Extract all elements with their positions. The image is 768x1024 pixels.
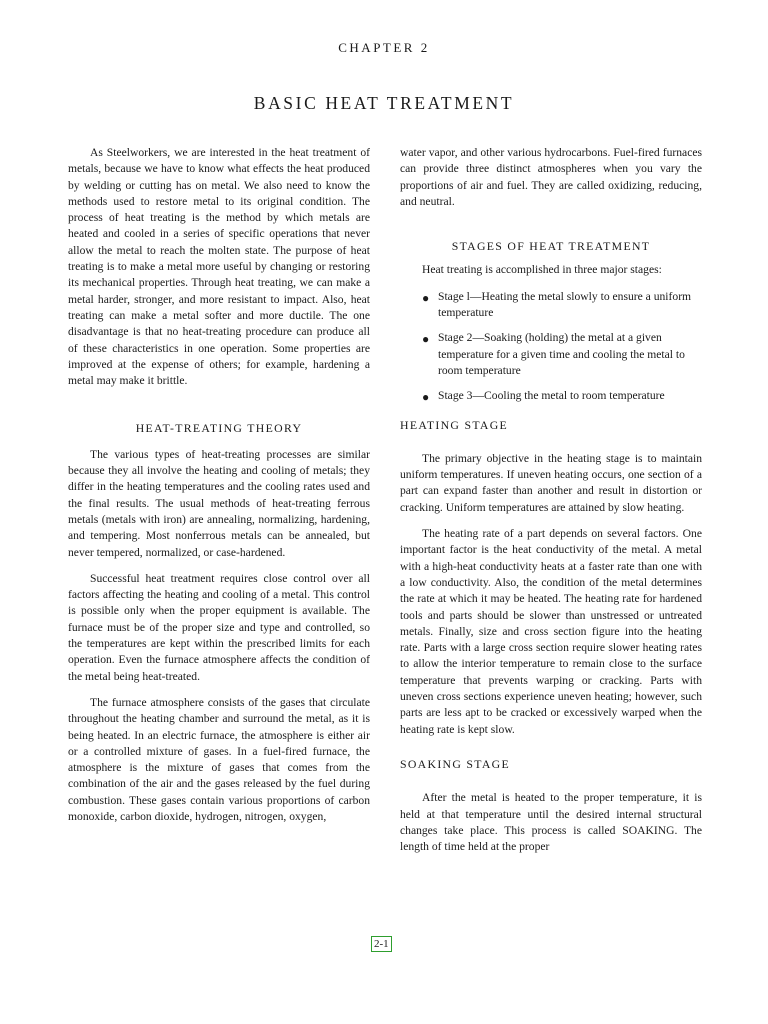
heating-stage-heading: HEATING STAGE bbox=[400, 417, 509, 432]
stages-intro: Heat treating is accomplished in three major stages: bbox=[422, 263, 662, 277]
list-item bbox=[422, 330, 702, 379]
bullet-icon: ● bbox=[422, 332, 430, 347]
heat-treating-theory-heading: HEAT-TREATING THEORY bbox=[135, 421, 303, 436]
heating-paragraph-2: The heating rate of a part depends on several factors. One important factor is the heat conductivity of the metal. A metal with a high-heat conductivity heats at a faster rate than one with a low conductivity. Also, the condition of the metal determines the rate at which it may be heated. The heating rate for hardened tools and parts should be slower than unstressed or untreated metals. Finally, size and cross section figure into the heating rate. Parts with a large cross section require slower heating rates to allow the interior temperature to remain close to the surface temperature that prevents warping or cracking. Parts with uneven cross sections experience uneven heating; however, such parts are less apt to be cracked or excessively warped when the heating rate is kept slow. bbox=[400, 527, 702, 736]
chapter-label: CHAPTER 2 bbox=[338, 40, 430, 55]
soaking-stage-heading: SOAKING STAGE bbox=[400, 756, 511, 771]
heating-paragraph-1: The primary objective in the heating stage is to maintain uniform temperatures. If uneven heating occurs, one section of a part can expand faster than another and result in distortion or cracking. Uniform temperatures are attained by slow heating. bbox=[400, 451, 702, 514]
continuation-paragraph: water vapor, and other various hydrocarbons. Fuel-fired furnaces can provide three distinct atmospheres when you vary the proportions of air and fuel. They are called oxidizing, reducing, and neutral. bbox=[400, 146, 702, 208]
theory-paragraph-3: The furnace atmosphere consists of the gases that circulate throughout the heating chamber and surround the metal, as it is being heated. In an electric furnace, the atmosphere is either air or a controlled mixture of gases. In a fuel-fired furnace, the atmosphere is the mixture of gases that comes from the combination of the air and the gases released by the fuel during combustion. These gases contain various proportions of carbon monoxide, carbon dioxide, hydrogen, nitrogen, oxygen, bbox=[68, 695, 370, 823]
list-item bbox=[422, 289, 702, 322]
stage-text: Stage 3—Cooling the metal to room temperature bbox=[438, 389, 665, 403]
bullet-icon: ● bbox=[422, 390, 430, 405]
stages-list bbox=[400, 289, 702, 405]
page-title: BASIC HEAT TREATMENT bbox=[253, 93, 515, 113]
left-column bbox=[68, 145, 370, 835]
theory-paragraph-1: The various types of heat-treating processes are similar because they all involve the heating and cooling of metals; they differ in the heating temperatures and the cooling rates used and the final results. The usual methods of heat-treating ferrous metals (metals with iron) are annealing, normalizing, hardening, and tempering. Most nonferrous metals can be annealed, but never tempered, normalized, or case-hardened. bbox=[68, 447, 370, 559]
intro-paragraph: As Steelworkers, we are interested in the heat treatment of metals, because we have to know what effects the heat produced by welding or cutting has on metal. We also need to know the methods used to restore metal to its original condition. The process of heat treating is the method by which metals are heated and cooled in a series of specific operations that never allow the metal to reach the molten state. The purpose of heat treating is to make a metal more useful by changing or restoring its mechanical properties. Through heat treating, we can make a metal harder, stronger, and more resistant to impact. Also, heat treating can make a metal softer and more ductile. The one disadvantage is that no heat-treating procedure can produce all of these characteristics in one operation. Some properties are improved at the expense of others; for example, hardening a metal may make it brittle. bbox=[68, 146, 370, 388]
page-number-link[interactable]: 2-1 bbox=[371, 936, 392, 952]
list-item bbox=[422, 388, 702, 404]
bullet-icon: ● bbox=[422, 290, 430, 305]
stage-text: Stage l—Heating the metal slowly to ensure a uniform temperature bbox=[438, 289, 692, 320]
theory-paragraph-2: Successful heat treatment requires close control over all factors affecting the heating and cooling of a metal. This control is possible only when the proper equipment is available. The furnace must be of the proper size and type and controlled, so the temperatures are kept within the prescribed limits for each operation. Even the furnace atmosphere affects the condition of the metal being heat-treated. bbox=[68, 571, 370, 683]
right-column bbox=[400, 145, 702, 865]
stages-heading: STAGES OF HEAT TREATMENT bbox=[451, 239, 651, 254]
stage-text: Stage 2—Soaking (holding) the metal at a given temperature for a given time and cooling the metal to room temperature bbox=[438, 331, 685, 377]
soaking-paragraph-1: After the metal is heated to the proper temperature, it is held at that temperature until the desired internal structural changes take place. This process is called SOAKING. The length of time held at the proper bbox=[400, 791, 702, 854]
